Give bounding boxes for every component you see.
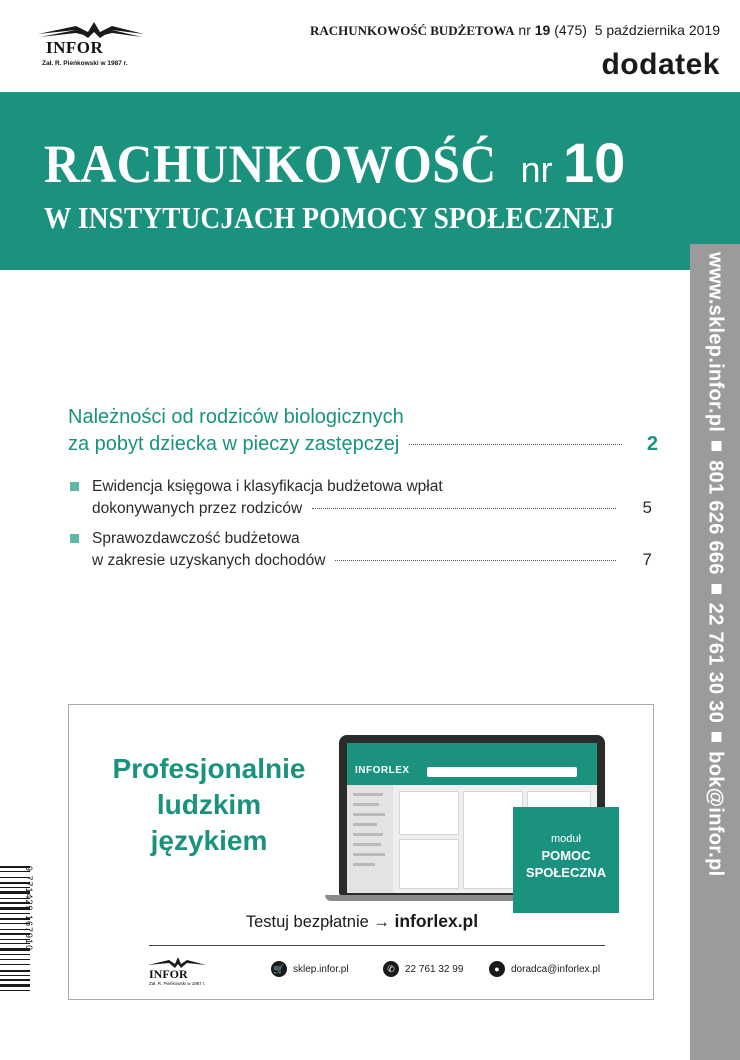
- contact-text: 22 761 32 99: [405, 963, 464, 975]
- screen-card: [399, 791, 459, 835]
- toc-sub-line1: Ewidencja księgowa i klasyfikacja budżetowa wpłat: [92, 478, 443, 495]
- main-title: [44, 130, 625, 195]
- slogan-line: ludzkim: [156, 789, 262, 820]
- barcode-stripe: [0, 959, 30, 960]
- side-phone-2: 22 761 30 30: [704, 602, 727, 724]
- screen-sidebar-line: [353, 843, 381, 846]
- top-header: [0, 0, 740, 92]
- cta-text: Testuj bezpłatnie: [245, 913, 369, 931]
- toc-sub-entry[interactable]: [70, 528, 652, 571]
- dot-leader: [409, 444, 622, 445]
- module-label: moduł: [551, 833, 581, 845]
- square-bullet-icon: [70, 482, 79, 491]
- cart-icon: 🛒: [271, 961, 287, 977]
- toc-main-page: 2: [646, 433, 658, 455]
- barcode-number: 9 771429 167910: [24, 866, 34, 952]
- slogan-line: Profesjonalnie: [112, 753, 306, 784]
- logo-name: INFOR: [46, 38, 104, 57]
- module-name: POMOC SPOŁECZNA: [525, 848, 607, 880]
- square-separator-icon: [712, 441, 722, 451]
- toc-main-entry[interactable]: [68, 404, 658, 458]
- contact-shop[interactable]: [271, 961, 349, 977]
- side-website[interactable]: www.sklep.infor.pl: [704, 252, 727, 433]
- issue-date: 5 października 2019: [594, 22, 720, 38]
- screen-sidebar-line: [353, 793, 383, 796]
- screen-sidebar-line: [353, 833, 383, 836]
- contact-phone[interactable]: [383, 961, 463, 977]
- publication-info: [310, 22, 720, 39]
- publication-title: RACHUNKOWOŚĆ BUDŻETOWA: [309, 23, 515, 38]
- screen-sidebar-line: [353, 863, 375, 866]
- toc-sub-line2: w zakresie uzyskanych dochodów: [92, 552, 326, 569]
- inforlex-ad[interactable]: [68, 704, 654, 1000]
- toc-sub-page: 5: [642, 498, 652, 517]
- title-band: [0, 92, 740, 270]
- title-text: RACHUNKOWOŚĆ: [44, 134, 497, 194]
- phone-icon: ✆: [383, 961, 399, 977]
- barcode-stripe: [0, 964, 30, 965]
- subtitle: W INSTYTUCJACH POMOCY SPOŁECZNEJ: [44, 200, 615, 235]
- screen-card: [399, 839, 459, 889]
- barcode-stripe: [0, 954, 30, 955]
- title-number-prefix: nr: [520, 149, 553, 190]
- square-separator-icon: [712, 732, 722, 742]
- contact-text: doradca@inforlex.pl: [511, 963, 601, 975]
- toc-sub-page: 7: [642, 550, 652, 569]
- screen-header: [347, 743, 597, 785]
- dot-leader: [312, 508, 616, 509]
- toc-sub-line2: dokonywanych przez rodziców: [92, 500, 303, 517]
- screen-sidebar: [347, 785, 393, 893]
- person-icon: ●: [489, 961, 505, 977]
- issue-number: 19: [534, 22, 551, 38]
- screen-search-bar: [427, 767, 577, 777]
- contact-advisor[interactable]: [489, 961, 600, 977]
- ad-slogan: [89, 751, 329, 859]
- screen-sidebar-line: [353, 813, 385, 816]
- cta-link[interactable]: inforlex.pl: [394, 911, 479, 931]
- ad-cta[interactable]: [69, 911, 655, 932]
- ad-divider: [149, 945, 605, 946]
- square-bullet-icon: [70, 534, 79, 543]
- barcode-stripe: [0, 970, 30, 972]
- module-badge: [513, 807, 619, 913]
- toc-main-line2: za pobyt dziecka w pieczy zastępczej: [68, 433, 400, 455]
- slogan-line: językiem: [150, 825, 268, 856]
- square-separator-icon: [712, 584, 722, 594]
- title-number: 10: [562, 131, 626, 194]
- ad-logo-name: INFOR: [149, 967, 188, 981]
- side-contact-text: [704, 252, 727, 877]
- ad-infor-logo: [147, 955, 207, 989]
- supplement-label: dodatek: [601, 48, 720, 81]
- toc-main-line1: Należności od rodziców biologicznych: [68, 406, 404, 428]
- toc-sub-line1: Sprawozdawczość budżetowa: [92, 530, 300, 547]
- issue-prefix: nr: [518, 22, 531, 38]
- side-email[interactable]: bok@infor.pl: [704, 751, 727, 877]
- arrow-right-icon: →: [373, 913, 390, 931]
- screen-logo: INFORLEX: [355, 765, 410, 776]
- ad-logo-established: Zał. R. Pieńkowski w 1987 r.: [149, 981, 206, 986]
- toc-sub-entry[interactable]: [70, 476, 652, 519]
- logo-established: Zał. R. Pieńkowski w 1987 r.: [42, 60, 128, 67]
- barcode-stripe: [0, 990, 30, 991]
- barcode-stripe: [0, 975, 30, 976]
- dot-leader: [335, 560, 616, 561]
- contact-text: sklep.infor.pl: [293, 963, 349, 975]
- issue-total: (475): [554, 22, 587, 38]
- screen-sidebar-line: [353, 823, 377, 826]
- side-phone-1: 801 626 666: [704, 460, 727, 575]
- barcode-stripe: [0, 984, 30, 987]
- screen-sidebar-line: [353, 803, 379, 806]
- infor-logo: [36, 18, 146, 78]
- barcode-stripe: [0, 979, 30, 981]
- screen-sidebar-line: [353, 853, 385, 856]
